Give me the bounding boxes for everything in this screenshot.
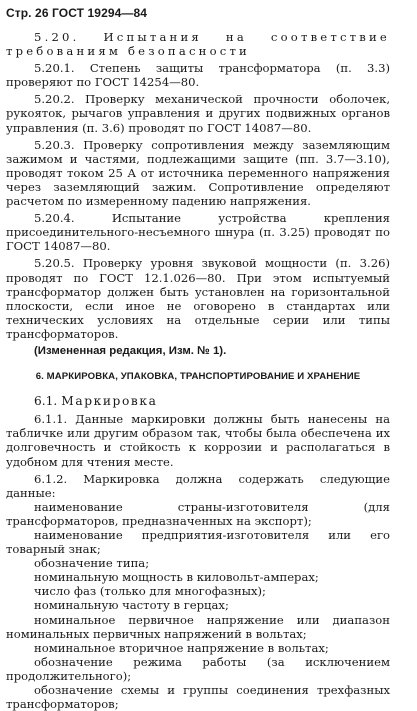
paragraph-6-1-1: 6.1.1. Данные маркировки должны быть нанесены на табличке или другим образом так, чтобы была обеспечена их долговечность и стойкость к коррозии и располагаться в удобном для чтения месте. bbox=[6, 412, 390, 469]
subsection-number: 6.1. bbox=[34, 394, 58, 409]
list-item: число фаз (только для многофазных); bbox=[34, 584, 266, 599]
list-item: обозначение схемы и группы соединения трехфазных трансформаторов; bbox=[6, 683, 390, 711]
list-item: номинальную частоту в герцах; bbox=[34, 598, 229, 613]
paragraph-5-20: 5.20. Испытания на соответствие требованиям безопасности bbox=[6, 30, 390, 59]
paragraph-5-20-1: 5.20.1. Степень защиты трансформатора (п. 3.3) проверяют по ГОСТ 14254—80. bbox=[6, 61, 390, 90]
list-item: обозначение типа; bbox=[34, 556, 150, 571]
list-item: обозначение режима работы (за исключением продолжительного); bbox=[6, 654, 390, 683]
amendment-note: (Измененная редакция, Изм. № 1). bbox=[34, 344, 227, 357]
list-item: наименование предприятия-изготовителя или его товарный знак; bbox=[6, 528, 390, 557]
paragraph-5-20-3: 5.20.3. Проверку сопротивления между заземляющим зажимом и частями, подлежащими защите (пп. 3.7—3.10), проводят током 25 А от источника переменного напряжения через заземляющий зажим. Сопротивление определяют расчетом по измеренному падению напряжения. bbox=[6, 137, 390, 209]
page-content bbox=[6, 30, 390, 711]
list-item: наименование страны-изготовителя (для трансформаторов, предназначенных на экспорт); bbox=[6, 499, 390, 528]
list-item: номинальное первичное напряжение или диапазон номинальных первичных напряжений в вольтах; bbox=[6, 612, 390, 641]
page-header: Стр. 26 ГОСТ 19294—84 bbox=[6, 6, 148, 20]
paragraph-6-1-2: 6.1.2. Маркировка должна содержать следующие данные: bbox=[6, 471, 390, 500]
paragraph-5-20-5: 5.20.5. Проверку уровня звуковой мощности (п. 3.26) проводят по ГОСТ 12.1.026—80. При этом испытуемый трансформатор должен быть установлен на горизонтальной плоскости, если иное не оговорено в стандартах или технических условиях на отдельные серии или типы трансформаторов. bbox=[6, 256, 390, 341]
list-item: номинальную мощность в киловольт-амперах; bbox=[34, 570, 319, 585]
subsection-title: Маркировка bbox=[61, 394, 158, 409]
paragraph-5-20-4: 5.20.4. Испытание устройства крепления присоединительного-несъемного шнура (п. 3.25) проводят по ГОСТ 14087—80. bbox=[6, 211, 390, 254]
section-heading: 6. МАРКИРОВКА, УПАКОВКА, ТРАНСПОРТИРОВАНИЕ И ХРАНЕНИЕ bbox=[35, 371, 361, 383]
list-item: номинальное вторичное напряжение в вольтах; bbox=[34, 640, 329, 655]
paragraph-5-20-2: 5.20.2. Проверку механической прочности оболочек, рукояток, рычагов управления и других подвижных органов управления (п. 3.6) проводят по ГОСТ 14087—80. bbox=[6, 92, 390, 135]
subsection-heading bbox=[6, 394, 390, 408]
marking-list bbox=[6, 500, 390, 711]
